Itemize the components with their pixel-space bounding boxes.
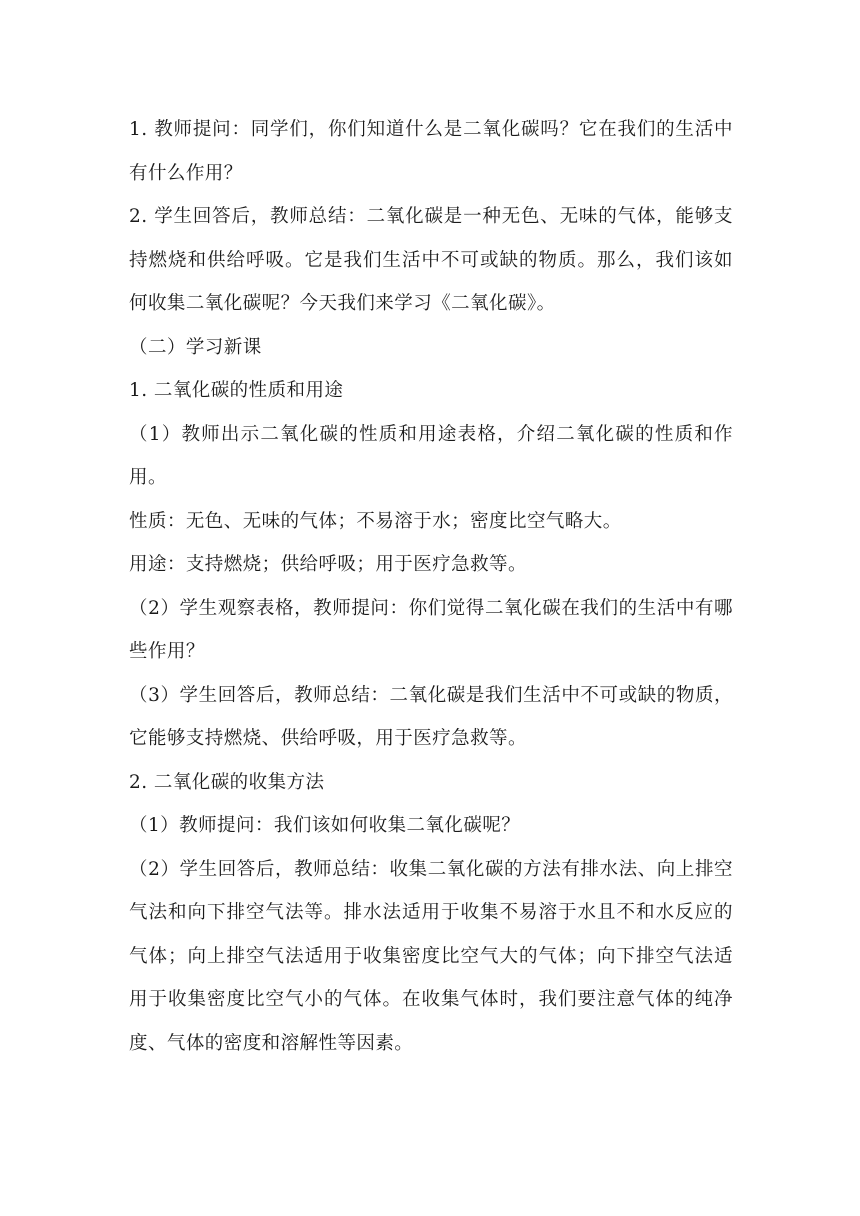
paragraph-show-table: （1）教师出示二氧化碳的性质和用途表格，介绍二氧化碳的性质和作用。	[129, 423, 733, 488]
paragraph-properties: 性质：无色、无味的气体；不易溶于水；密度比空气略大。	[129, 510, 622, 532]
paragraph-summary-uses: （3）学生回答后，教师总结：二氧化碳是我们生活中不可或缺的物质，它能够支持燃烧、供给呼吸，用于医疗急救等。	[129, 684, 733, 749]
section-heading-new-lesson: （二）学习新课	[129, 336, 262, 358]
paragraph-teacher-summary-intro: 2. 学生回答后，教师总结：二氧化碳是一种无色、无味的气体，能够支持燃烧和供给呼吸。它是我们生活中不可或缺的物质。那么，我们该如何收集二氧化碳呢？今天我们来学习《二氧化碳》。	[129, 206, 733, 314]
paragraph-teacher-question: 1. 教师提问：同学们，你们知道什么是二氧化碳吗？它在我们的生活中有什么作用？	[129, 119, 733, 184]
paragraph-collection-summary: （2）学生回答后，教师总结：收集二氧化碳的方法有排水法、向上排空气法和向下排空气法等。排水法适用于收集不易溶于水且不和水反应的气体；向上排空气法适用于收集密度比空气大的气体；向下排空气法适用于收集密度比空气小的气体。在收集气体时，我们要注意气体的纯净度、气体的密度和溶解性等因素。	[129, 858, 733, 1054]
document-body	[129, 108, 733, 1065]
paragraph-uses: 用途：支持燃烧；供给呼吸；用于医疗急救等。	[129, 554, 527, 575]
paragraph-observe-table: （2）学生观察表格，教师提问：你们觉得二氧化碳在我们的生活中有哪些作用？	[129, 597, 733, 662]
subheading-properties-uses: 1. 二氧化碳的性质和用途	[129, 380, 344, 401]
subheading-collection-methods: 2. 二氧化碳的收集方法	[129, 771, 325, 793]
paragraph-collection-question: （1）教师提问：我们该如何收集二氧化碳呢？	[129, 815, 521, 836]
